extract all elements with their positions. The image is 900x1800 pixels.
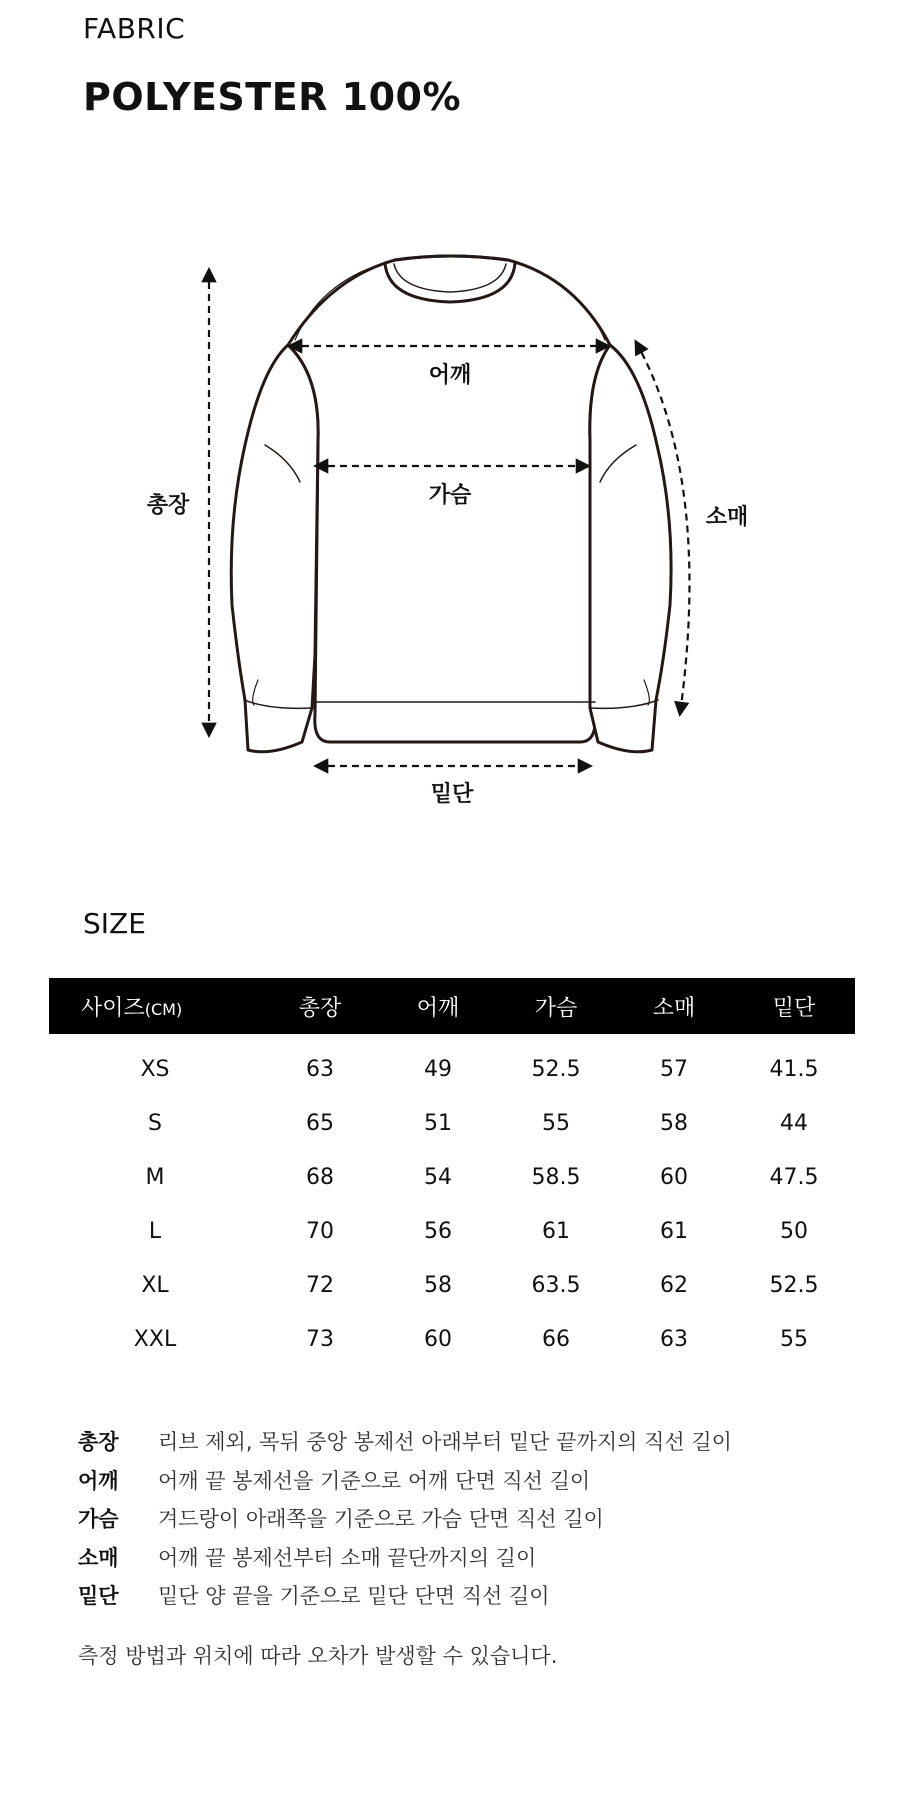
chest-label: 가슴 xyxy=(428,483,472,508)
header-sleeve: 소매 xyxy=(615,978,733,1034)
cell-sleeve: 61 xyxy=(660,1218,688,1244)
sweatshirt-diagram xyxy=(0,220,900,820)
cell-hem: 50 xyxy=(780,1218,808,1244)
table-row xyxy=(49,1096,855,1150)
cell-length: 72 xyxy=(306,1272,334,1298)
definition-term: 밑단 xyxy=(78,1584,119,1609)
cell-shoulder: 60 xyxy=(424,1326,452,1352)
table-row xyxy=(49,1204,855,1258)
cell-sleeve: 57 xyxy=(660,1056,688,1082)
table-row xyxy=(49,1258,855,1312)
cell-chest: 61 xyxy=(542,1218,570,1244)
cell-size: XS xyxy=(140,1056,170,1082)
header-length: 총장 xyxy=(261,978,379,1034)
definition-desc: 겨드랑이 아래쪽을 기준으로 가슴 단면 직선 길이 xyxy=(158,1507,604,1532)
cell-chest: 66 xyxy=(542,1326,570,1352)
cell-shoulder: 51 xyxy=(424,1110,452,1136)
definition-row xyxy=(78,1422,858,1461)
definition-term: 가슴 xyxy=(78,1507,119,1532)
cell-sleeve: 60 xyxy=(660,1164,688,1190)
sweatshirt-illustration xyxy=(0,220,900,820)
cell-size: L xyxy=(148,1218,162,1244)
cell-length: 63 xyxy=(306,1056,334,1082)
cell-hem: 41.5 xyxy=(769,1056,819,1082)
cell-length: 70 xyxy=(306,1218,334,1244)
cell-chest: 63.5 xyxy=(531,1272,581,1298)
cell-sleeve: 63 xyxy=(660,1326,688,1352)
table-row xyxy=(49,1312,855,1366)
fabric-value: POLYESTER 100% xyxy=(83,75,462,119)
cell-length: 73 xyxy=(306,1326,334,1352)
definition-desc: 어깨 끝 봉제선을 기준으로 어깨 단면 직선 길이 xyxy=(158,1468,591,1493)
cell-sleeve: 58 xyxy=(660,1110,688,1136)
header-chest: 가슴 xyxy=(497,978,615,1034)
measurement-definitions xyxy=(78,1422,858,1615)
definition-desc: 리브 제외, 목뒤 중앙 봉제선 아래부터 밑단 끝까지의 직선 길이 xyxy=(158,1430,732,1455)
cell-hem: 47.5 xyxy=(769,1164,819,1190)
cell-hem: 44 xyxy=(780,1110,808,1136)
cell-shoulder: 54 xyxy=(424,1164,452,1190)
table-row xyxy=(49,1150,855,1204)
cell-size: XXL xyxy=(133,1326,177,1352)
header-hem: 밑단 xyxy=(733,978,855,1034)
cell-sleeve: 62 xyxy=(660,1272,688,1298)
cell-length: 65 xyxy=(306,1110,334,1136)
measurement-note: 측정 방법과 위치에 따라 오차가 발생할 수 있습니다. xyxy=(78,1644,558,1668)
definition-row xyxy=(78,1499,858,1538)
definition-term: 총장 xyxy=(78,1430,119,1455)
definition-term: 어깨 xyxy=(78,1468,119,1493)
table-row xyxy=(49,1034,855,1096)
size-table xyxy=(49,978,855,1366)
definition-term: 소매 xyxy=(78,1545,119,1570)
cell-hem: 55 xyxy=(780,1326,808,1352)
cell-length: 68 xyxy=(306,1164,334,1190)
header-size: 사이즈(CM) xyxy=(49,978,261,1034)
sleeve-label: 소매 xyxy=(705,505,749,530)
definition-desc: 어깨 끝 봉제선부터 소매 끝단까지의 길이 xyxy=(158,1545,537,1570)
header-shoulder: 어깨 xyxy=(379,978,497,1034)
definition-row xyxy=(78,1461,858,1500)
shoulder-label: 어깨 xyxy=(428,363,472,388)
fabric-label: FABRIC xyxy=(83,12,186,45)
definition-row xyxy=(78,1576,858,1615)
cell-shoulder: 56 xyxy=(424,1218,452,1244)
cell-chest: 58.5 xyxy=(531,1164,581,1190)
cell-chest: 52.5 xyxy=(531,1056,581,1082)
cell-size: XL xyxy=(141,1272,169,1298)
hem-label: 밑단 xyxy=(430,782,474,807)
size-section-title: SIZE xyxy=(83,907,146,940)
cell-chest: 55 xyxy=(542,1110,570,1136)
cell-shoulder: 58 xyxy=(424,1272,452,1298)
length-label: 총장 xyxy=(146,493,190,518)
definition-row xyxy=(78,1538,858,1577)
cell-shoulder: 49 xyxy=(424,1056,452,1082)
cell-size: M xyxy=(145,1164,165,1190)
size-table-header xyxy=(49,978,855,1034)
definition-desc: 밑단 양 끝을 기준으로 밑단 단면 직선 길이 xyxy=(158,1584,550,1609)
cell-size: S xyxy=(148,1110,162,1136)
cell-hem: 52.5 xyxy=(769,1272,819,1298)
